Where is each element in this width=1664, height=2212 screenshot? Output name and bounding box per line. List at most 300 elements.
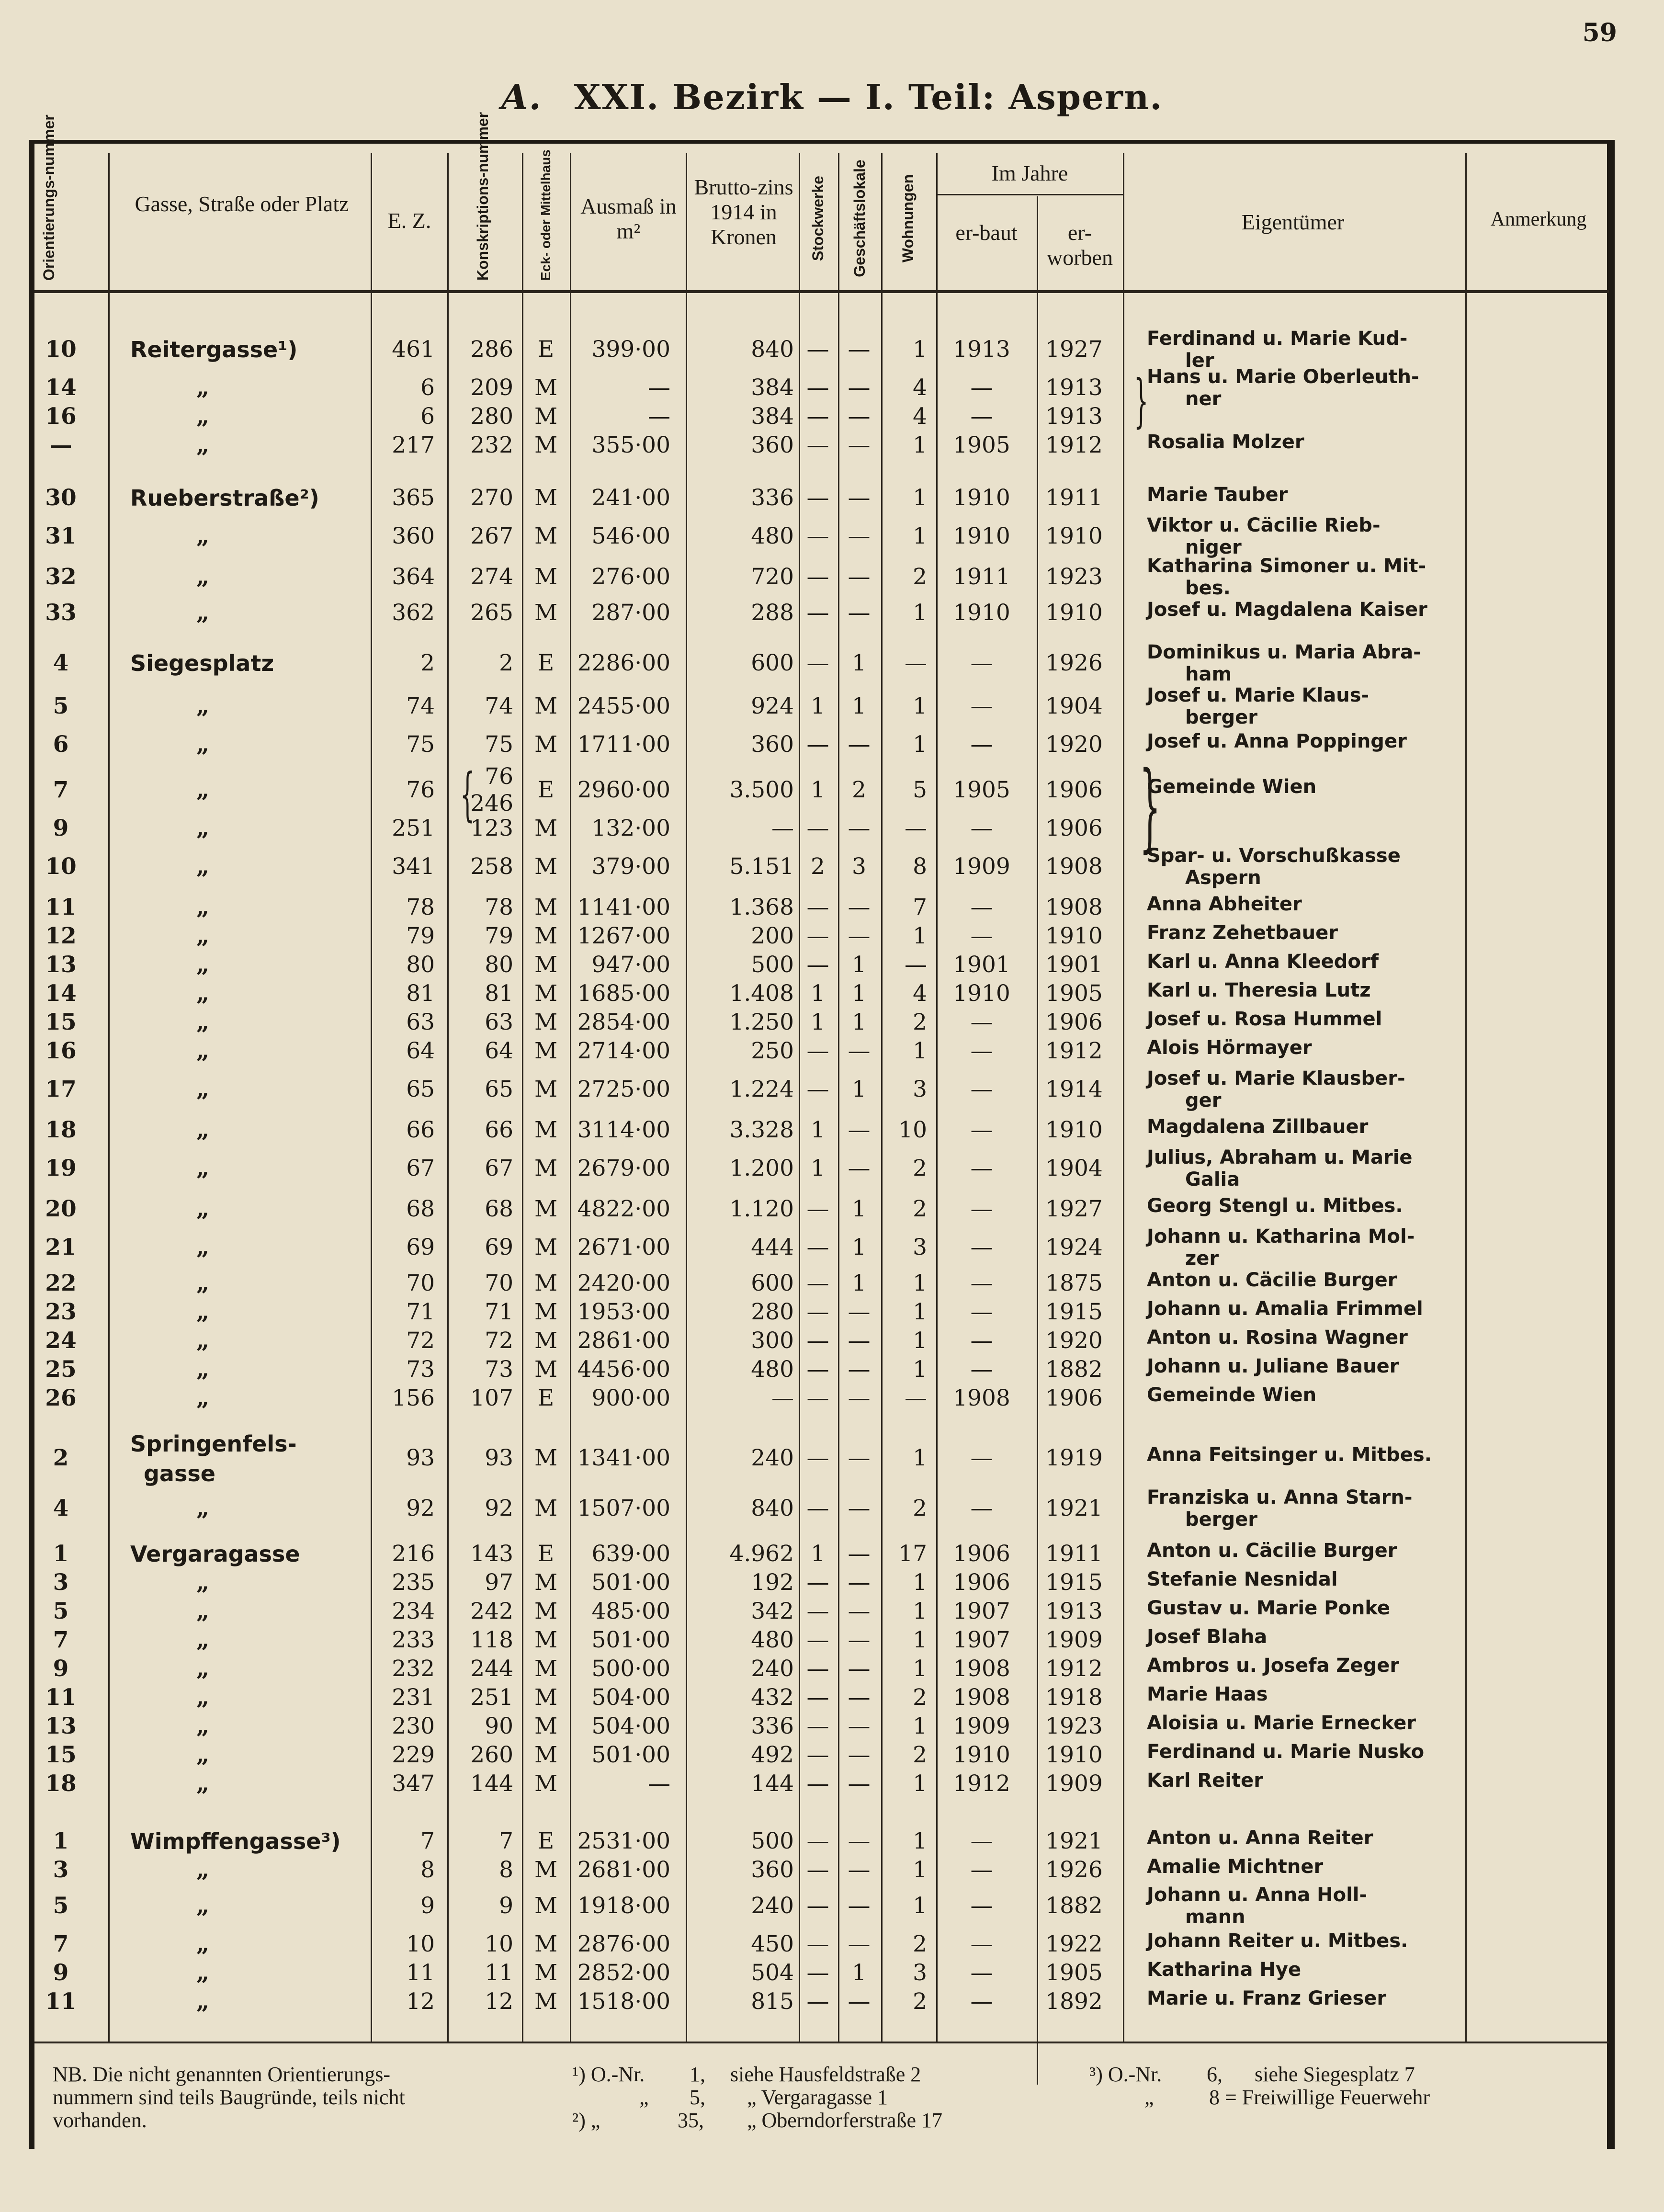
- cell-eb: 1910: [953, 485, 1010, 511]
- owner-line: Ferdinand u. Marie Nusko: [1147, 1741, 1425, 1763]
- cell-owner: [1147, 1930, 1408, 1952]
- cell-owner: [1147, 1856, 1323, 1878]
- cell-nr: 26: [45, 1385, 77, 1411]
- cell-kn: 93: [485, 1445, 513, 1471]
- owner-line: Marie Tauber: [1147, 484, 1288, 506]
- cell-kn2: 246: [470, 790, 513, 817]
- cell-wo: 2: [913, 1684, 927, 1711]
- cell-ew: 1906: [1045, 1009, 1103, 1035]
- cell-eb: —: [970, 1009, 993, 1035]
- cell-ew: 1906: [1045, 1385, 1103, 1411]
- cell-ew: 1921: [1045, 1495, 1103, 1521]
- cell-wo: 3: [913, 1076, 927, 1102]
- brace-owner-7-9: }: [1139, 751, 1161, 862]
- cell-eb: —: [970, 1857, 993, 1883]
- cell-ez: 80: [406, 952, 435, 978]
- cell-wo: 1: [913, 731, 927, 758]
- cell-ez: 233: [392, 1627, 435, 1653]
- cell-am: 2671·00: [577, 1234, 670, 1260]
- cell-ez: 10: [406, 1931, 435, 1957]
- cell-gl: —: [848, 1385, 871, 1411]
- cell-nr: 14: [45, 374, 77, 401]
- cell-nr: 11: [45, 1684, 77, 1711]
- cell-em: M: [534, 523, 558, 549]
- cell-gl: —: [848, 1656, 871, 1682]
- cell-wo: 2: [913, 1931, 927, 1957]
- cell-owner: [1147, 1037, 1312, 1059]
- cell-ez: 65: [406, 1076, 435, 1102]
- cell-owner: [1147, 1540, 1397, 1562]
- cell-wo: 2: [913, 1155, 927, 1181]
- cell-ditto: „: [196, 374, 210, 401]
- footer-top-rule: [34, 2042, 1609, 2043]
- cell-eb: —: [970, 923, 993, 949]
- owner-line: zer: [1185, 1248, 1219, 1270]
- owner-line: Amalie Michtner: [1147, 1856, 1324, 1878]
- cell-ez: 93: [406, 1445, 435, 1471]
- cell-gl: 1: [852, 1270, 866, 1296]
- title-prefix: A.: [501, 77, 542, 117]
- cell-gl: 1: [852, 1960, 866, 1986]
- cell-nr: 5: [53, 1893, 69, 1919]
- cell-am: 2960·00: [577, 777, 670, 803]
- cell-gl: —: [848, 1713, 871, 1739]
- cell-ew: 1921: [1045, 1828, 1103, 1854]
- cell-ditto: „: [196, 1893, 210, 1919]
- cell-gl: —: [848, 485, 871, 511]
- cell-eb: —: [970, 374, 993, 401]
- cell-gl: —: [848, 1117, 871, 1143]
- footnote-text: „ Oberndorferstraße 17: [747, 2109, 943, 2132]
- cell-nr: 9: [53, 815, 69, 841]
- cell-kn: 81: [485, 980, 513, 1007]
- cell-ew: 1901: [1045, 952, 1103, 978]
- cell-gl: —: [848, 1155, 871, 1181]
- cell-ditto: „: [196, 1038, 210, 1064]
- cell-sw: —: [806, 894, 829, 920]
- table-row: [0, 1067, 1664, 1112]
- cell-wo: —: [905, 815, 927, 841]
- cell-ez: 68: [406, 1196, 435, 1222]
- cell-nr: 12: [45, 923, 77, 949]
- cell-ez: 360: [392, 523, 435, 549]
- cell-am: 947·00: [591, 952, 670, 978]
- cell-ez: 70: [406, 1270, 435, 1296]
- cell-ew: 1882: [1045, 1893, 1103, 1919]
- owner-line: Anna Abheiter: [1147, 893, 1302, 915]
- cell-owner: [1147, 1355, 1399, 1377]
- cell-wo: 4: [913, 403, 927, 430]
- cell-ew: 1906: [1045, 777, 1103, 803]
- cell-eb: 1901: [953, 952, 1010, 978]
- cell-nr: 9: [53, 1960, 69, 1986]
- cell-eb: 1906: [953, 1541, 1010, 1567]
- cell-kn: 251: [470, 1684, 513, 1711]
- cell-kn: 76: [485, 763, 513, 790]
- header-ausmass: Ausmaß in m²: [580, 194, 677, 243]
- cell-wo: 2: [913, 1495, 927, 1521]
- cell-sw: 1: [811, 980, 825, 1007]
- cell-kn: 68: [485, 1196, 513, 1222]
- cell-wo: 8: [913, 853, 927, 880]
- cell-am: 501·00: [591, 1569, 670, 1596]
- cell-nr: 18: [45, 1117, 77, 1143]
- cell-gl: —: [848, 600, 871, 626]
- cell-em: M: [534, 894, 558, 920]
- cell-owner: [1147, 922, 1338, 944]
- cell-am: 1711·00: [577, 731, 670, 758]
- cell-gl: —: [848, 1299, 871, 1325]
- cell-owner: [1147, 641, 1421, 685]
- table-row: [0, 1298, 1664, 1327]
- cell-ez: 73: [406, 1356, 435, 1383]
- cell-owner: [1147, 514, 1381, 558]
- cell-ez: 11: [406, 1960, 435, 1986]
- cell-am: 500·00: [591, 1656, 670, 1682]
- cell-ditto: „: [196, 1076, 210, 1102]
- cell-am: 1267·00: [577, 923, 670, 949]
- cell-sw: —: [806, 952, 829, 978]
- cell-owner: [1147, 776, 1316, 798]
- cell-ew: 1906: [1045, 815, 1103, 841]
- cell-owner: [1147, 1827, 1373, 1849]
- cell-sw: —: [806, 650, 829, 676]
- cell-gl: —: [848, 1931, 871, 1957]
- table-row: [0, 328, 1664, 372]
- footnote-nr: 5,: [690, 2086, 705, 2109]
- owner-line: Gemeinde Wien: [1147, 776, 1317, 798]
- cell-owner: [1147, 555, 1426, 599]
- table-row: [0, 1540, 1664, 1568]
- cell-owner: [1147, 1008, 1382, 1030]
- cell-wo: 2: [913, 1988, 927, 2015]
- cell-em: M: [534, 403, 558, 430]
- cell-nr: 17: [45, 1076, 77, 1102]
- cell-nr: 15: [45, 1009, 77, 1035]
- cell-nr: 13: [45, 952, 77, 978]
- cell-kn: 143: [470, 1541, 513, 1567]
- cell-kn: 9: [499, 1893, 513, 1919]
- cell-ew: 1904: [1045, 1155, 1103, 1181]
- cell-gl: —: [848, 1828, 871, 1854]
- cell-kn: 144: [470, 1770, 513, 1797]
- cell-owner: [1147, 1597, 1390, 1619]
- cell-owner: [1147, 951, 1379, 973]
- cell-ditto: „: [196, 1155, 210, 1181]
- cell-wo: 7: [913, 894, 927, 920]
- cell-kn: 267: [470, 523, 513, 549]
- cell-wo: 5: [913, 777, 927, 803]
- cell-nr: 19: [45, 1155, 77, 1181]
- cell-gl: 1: [852, 980, 866, 1007]
- cell-ew: 1912: [1045, 1038, 1103, 1064]
- cell-eb: —: [970, 1270, 993, 1296]
- cell-em: E: [537, 336, 555, 363]
- cell-eb: —: [970, 1038, 993, 1064]
- cell-em: M: [534, 1684, 558, 1711]
- cell-ez: 232: [392, 1656, 435, 1682]
- owner-line: niger: [1185, 536, 1242, 558]
- cell-eb: —: [970, 1327, 993, 1354]
- cell-bz: 492: [751, 1742, 794, 1768]
- cell-am: 504·00: [591, 1684, 670, 1711]
- cell-gl: —: [848, 1356, 871, 1383]
- header-im-jahre: Im Jahre: [991, 161, 1068, 185]
- footnote-nr: 6,: [1207, 2063, 1223, 2086]
- cell-sw: —: [806, 432, 829, 458]
- table-row: [0, 1195, 1664, 1224]
- cell-bz: 200: [751, 923, 794, 949]
- cell-em: M: [534, 1988, 558, 2015]
- cell-ew: 1923: [1045, 1713, 1103, 1739]
- header-eigentuemer: Eigentümer: [1241, 210, 1345, 234]
- cell-em: E: [537, 650, 555, 676]
- owner-line: Julius, Abraham u. Marie: [1147, 1146, 1413, 1168]
- cell-am: 2854·00: [577, 1009, 670, 1035]
- owner-line: Josef u. Marie Klaus-: [1147, 684, 1370, 706]
- cell-em: M: [534, 853, 558, 880]
- cell-wo: 1: [913, 693, 927, 719]
- cell-nr: 30: [45, 485, 77, 511]
- cell-owner: [1147, 1444, 1432, 1466]
- cell-bz: 3.328: [729, 1117, 794, 1143]
- cell-em: M: [534, 1009, 558, 1035]
- cell-am: 504·00: [591, 1713, 670, 1739]
- cell-wo: —: [905, 952, 927, 978]
- cell-ew: 1915: [1045, 1299, 1103, 1325]
- cell-ew: 1892: [1045, 1988, 1103, 2015]
- cell-wo: 1: [913, 523, 927, 549]
- cell-street: Rueberstraße²): [130, 485, 319, 511]
- cell-bz: 720: [751, 564, 794, 590]
- cell-ew: 1910: [1045, 600, 1103, 626]
- table-row: [0, 814, 1664, 843]
- cell-ew: 1923: [1045, 564, 1103, 590]
- owner-line: Rosalia Molzer: [1147, 431, 1304, 453]
- owner-line: Marie u. Franz Grieser: [1147, 1987, 1387, 2009]
- table-row: [0, 1037, 1664, 1066]
- cell-am: 639·00: [591, 1541, 670, 1567]
- cell-ew: 1905: [1045, 980, 1103, 1007]
- owner-line: ler: [1185, 350, 1214, 372]
- table-row: [0, 1655, 1664, 1683]
- cell-nr: 2: [53, 1445, 69, 1471]
- owner-line: Alois Hörmayer: [1147, 1037, 1312, 1059]
- owner-line: Johann u. Katharina Mol-: [1147, 1225, 1415, 1248]
- cell-sw: —: [806, 1627, 829, 1653]
- header-erworben: er-worben: [1047, 220, 1113, 270]
- cell-ez: 156: [392, 1385, 435, 1411]
- cell-ew: 1926: [1045, 650, 1103, 676]
- cell-sw: 1: [811, 1155, 825, 1181]
- cell-ditto: „: [196, 1684, 210, 1711]
- owner-line: Johann Reiter u. Mitbes.: [1147, 1930, 1408, 1952]
- cell-ditto: „: [196, 1656, 210, 1682]
- cell-sw: 2: [811, 853, 825, 880]
- cell-ew: 1882: [1045, 1356, 1103, 1383]
- table-row: [0, 730, 1664, 759]
- cell-em: M: [534, 1270, 558, 1296]
- cell-am: 900·00: [591, 1385, 670, 1411]
- cell-wo: 4: [913, 980, 927, 1007]
- cell-kn: 11: [485, 1960, 513, 1986]
- table-row: [0, 1884, 1664, 1928]
- table-row: [0, 1355, 1664, 1384]
- cell-sw: —: [806, 1828, 829, 1854]
- cell-am: 501·00: [591, 1627, 670, 1653]
- cell-wo: 1: [913, 336, 927, 363]
- cell-ditto: „: [196, 1196, 210, 1222]
- cell-eb: 1908: [953, 1684, 1010, 1711]
- table-row: [0, 641, 1664, 685]
- cell-kn: 67: [485, 1155, 513, 1181]
- cell-ez: 78: [406, 894, 435, 920]
- cell-gl: —: [848, 1857, 871, 1883]
- cell-sw: —: [806, 1857, 829, 1883]
- cell-kn: 69: [485, 1234, 513, 1260]
- cell-gl: —: [848, 1684, 871, 1711]
- cell-ditto: „: [196, 1270, 210, 1296]
- cell-am: 276·00: [591, 564, 670, 590]
- owner-line: Anton u. Anna Reiter: [1147, 1827, 1373, 1849]
- cell-am: 2286·00: [577, 650, 670, 676]
- cell-am: 2876·00: [577, 1931, 670, 1957]
- cell-owner: [1147, 979, 1371, 1001]
- cell-kn: 118: [470, 1627, 513, 1653]
- cell-bz: 280: [751, 1299, 794, 1325]
- table-row: [0, 979, 1664, 1008]
- cell-kn: 274: [470, 564, 513, 590]
- owner-line: Johann u. Anna Holl-: [1147, 1884, 1368, 1906]
- cell-sw: —: [806, 336, 829, 363]
- owner-line: berger: [1185, 706, 1257, 728]
- table-row: [0, 555, 1664, 599]
- owner-line: Franz Zehetbauer: [1147, 922, 1338, 944]
- table-row: [0, 1683, 1664, 1712]
- cell-nr: 11: [45, 1988, 77, 2015]
- cell-bz: 924: [751, 693, 794, 719]
- cell-ditto: „: [196, 1009, 210, 1035]
- cell-ew: 1910: [1045, 923, 1103, 949]
- cell-gl: —: [848, 1495, 871, 1521]
- cell-sw: —: [806, 1742, 829, 1768]
- table-row: [0, 1269, 1664, 1298]
- cell-owner: [1147, 328, 1407, 372]
- cell-wo: 1: [913, 1356, 927, 1383]
- cell-gl: —: [848, 1569, 871, 1596]
- cell-ew: 1920: [1045, 731, 1103, 758]
- cell-ew: 1919: [1045, 1445, 1103, 1471]
- cell-kn: 92: [485, 1495, 513, 1521]
- cell-bz: 1.408: [729, 980, 794, 1007]
- cell-am: 501·00: [591, 1742, 670, 1768]
- cell-owner: [1147, 1959, 1301, 1981]
- cell-bz: 432: [751, 1684, 794, 1711]
- cell-ditto: „: [196, 523, 210, 549]
- cell-am: 2725·00: [577, 1076, 670, 1102]
- cell-gl: 1: [852, 1234, 866, 1260]
- cell-owner: [1147, 484, 1288, 506]
- cell-wo: 2: [913, 1196, 927, 1222]
- cell-em: E: [537, 777, 555, 803]
- cell-ew: 1911: [1045, 1541, 1103, 1567]
- cell-wo: 1: [913, 1770, 927, 1797]
- cell-ew: 1920: [1045, 1327, 1103, 1354]
- cell-ditto: „: [196, 1713, 210, 1739]
- cell-ew: 1908: [1045, 894, 1103, 920]
- table-row: [0, 402, 1664, 431]
- cell-bz: 336: [751, 1713, 794, 1739]
- cell-bz: 1.120: [729, 1196, 794, 1222]
- cell-ez: 231: [392, 1684, 435, 1711]
- cell-kn: 64: [485, 1038, 513, 1064]
- cell-sw: —: [806, 1988, 829, 2015]
- cell-eb: —: [970, 894, 993, 920]
- cell-ditto: „: [196, 1569, 210, 1596]
- cell-owner: [1147, 684, 1369, 728]
- cell-owner: [1147, 1655, 1399, 1677]
- cell-ew: 1913: [1045, 403, 1103, 430]
- cell-eb: —: [970, 731, 993, 758]
- cell-street: Wimpffengasse³): [130, 1828, 341, 1854]
- cell-ew: 1913: [1045, 1598, 1103, 1624]
- cell-nr: 7: [53, 1931, 69, 1957]
- cell-ew: 1927: [1045, 1196, 1103, 1222]
- cell-em: M: [534, 1893, 558, 1919]
- table-row: [0, 1116, 1664, 1145]
- cell-am: 546·00: [591, 523, 670, 549]
- cell-owner: [1147, 1269, 1397, 1291]
- cell-gl: 1: [852, 1076, 866, 1102]
- cell-eb: —: [970, 1931, 993, 1957]
- cell-ditto: „: [196, 1742, 210, 1768]
- cell-gl: 1: [852, 1196, 866, 1222]
- cell-eb: 1910: [953, 523, 1010, 549]
- cell-gl: —: [848, 564, 871, 590]
- table-row: [0, 893, 1664, 922]
- cell-ez: 6: [420, 403, 435, 430]
- cell-kn: 97: [485, 1569, 513, 1596]
- cell-bz: 3.500: [729, 777, 794, 803]
- cell-nr: 16: [45, 1038, 77, 1064]
- cell-ez: 75: [406, 731, 435, 758]
- page-number: 59: [1582, 18, 1617, 47]
- cell-sw: —: [806, 1299, 829, 1325]
- cell-gl: —: [848, 1627, 871, 1653]
- cell-wo: 1: [913, 1713, 927, 1739]
- table-row: [0, 1146, 1664, 1191]
- cell-wo: 1: [913, 1569, 927, 1596]
- cell-owner: [1147, 1384, 1316, 1406]
- cell-ew: 1910: [1045, 523, 1103, 549]
- cell-kn: 79: [485, 923, 513, 949]
- cell-eb: 1907: [953, 1627, 1010, 1653]
- cell-ditto: „: [196, 894, 210, 920]
- cell-sw: —: [806, 1234, 829, 1260]
- cell-ditto: „: [196, 1960, 210, 1986]
- cell-sw: —: [806, 523, 829, 549]
- cell-am: —: [648, 1770, 670, 1797]
- cell-sw: 1: [811, 1117, 825, 1143]
- cell-gl: 1: [852, 693, 866, 719]
- cell-gl: —: [848, 1988, 871, 2015]
- cell-ez: 6: [420, 374, 435, 401]
- cell-wo: 1: [913, 1893, 927, 1919]
- cell-bz: 600: [751, 1270, 794, 1296]
- cell-wo: 1: [913, 485, 927, 511]
- cell-em: M: [534, 1598, 558, 1624]
- brace-konskription-7: {: [460, 761, 475, 828]
